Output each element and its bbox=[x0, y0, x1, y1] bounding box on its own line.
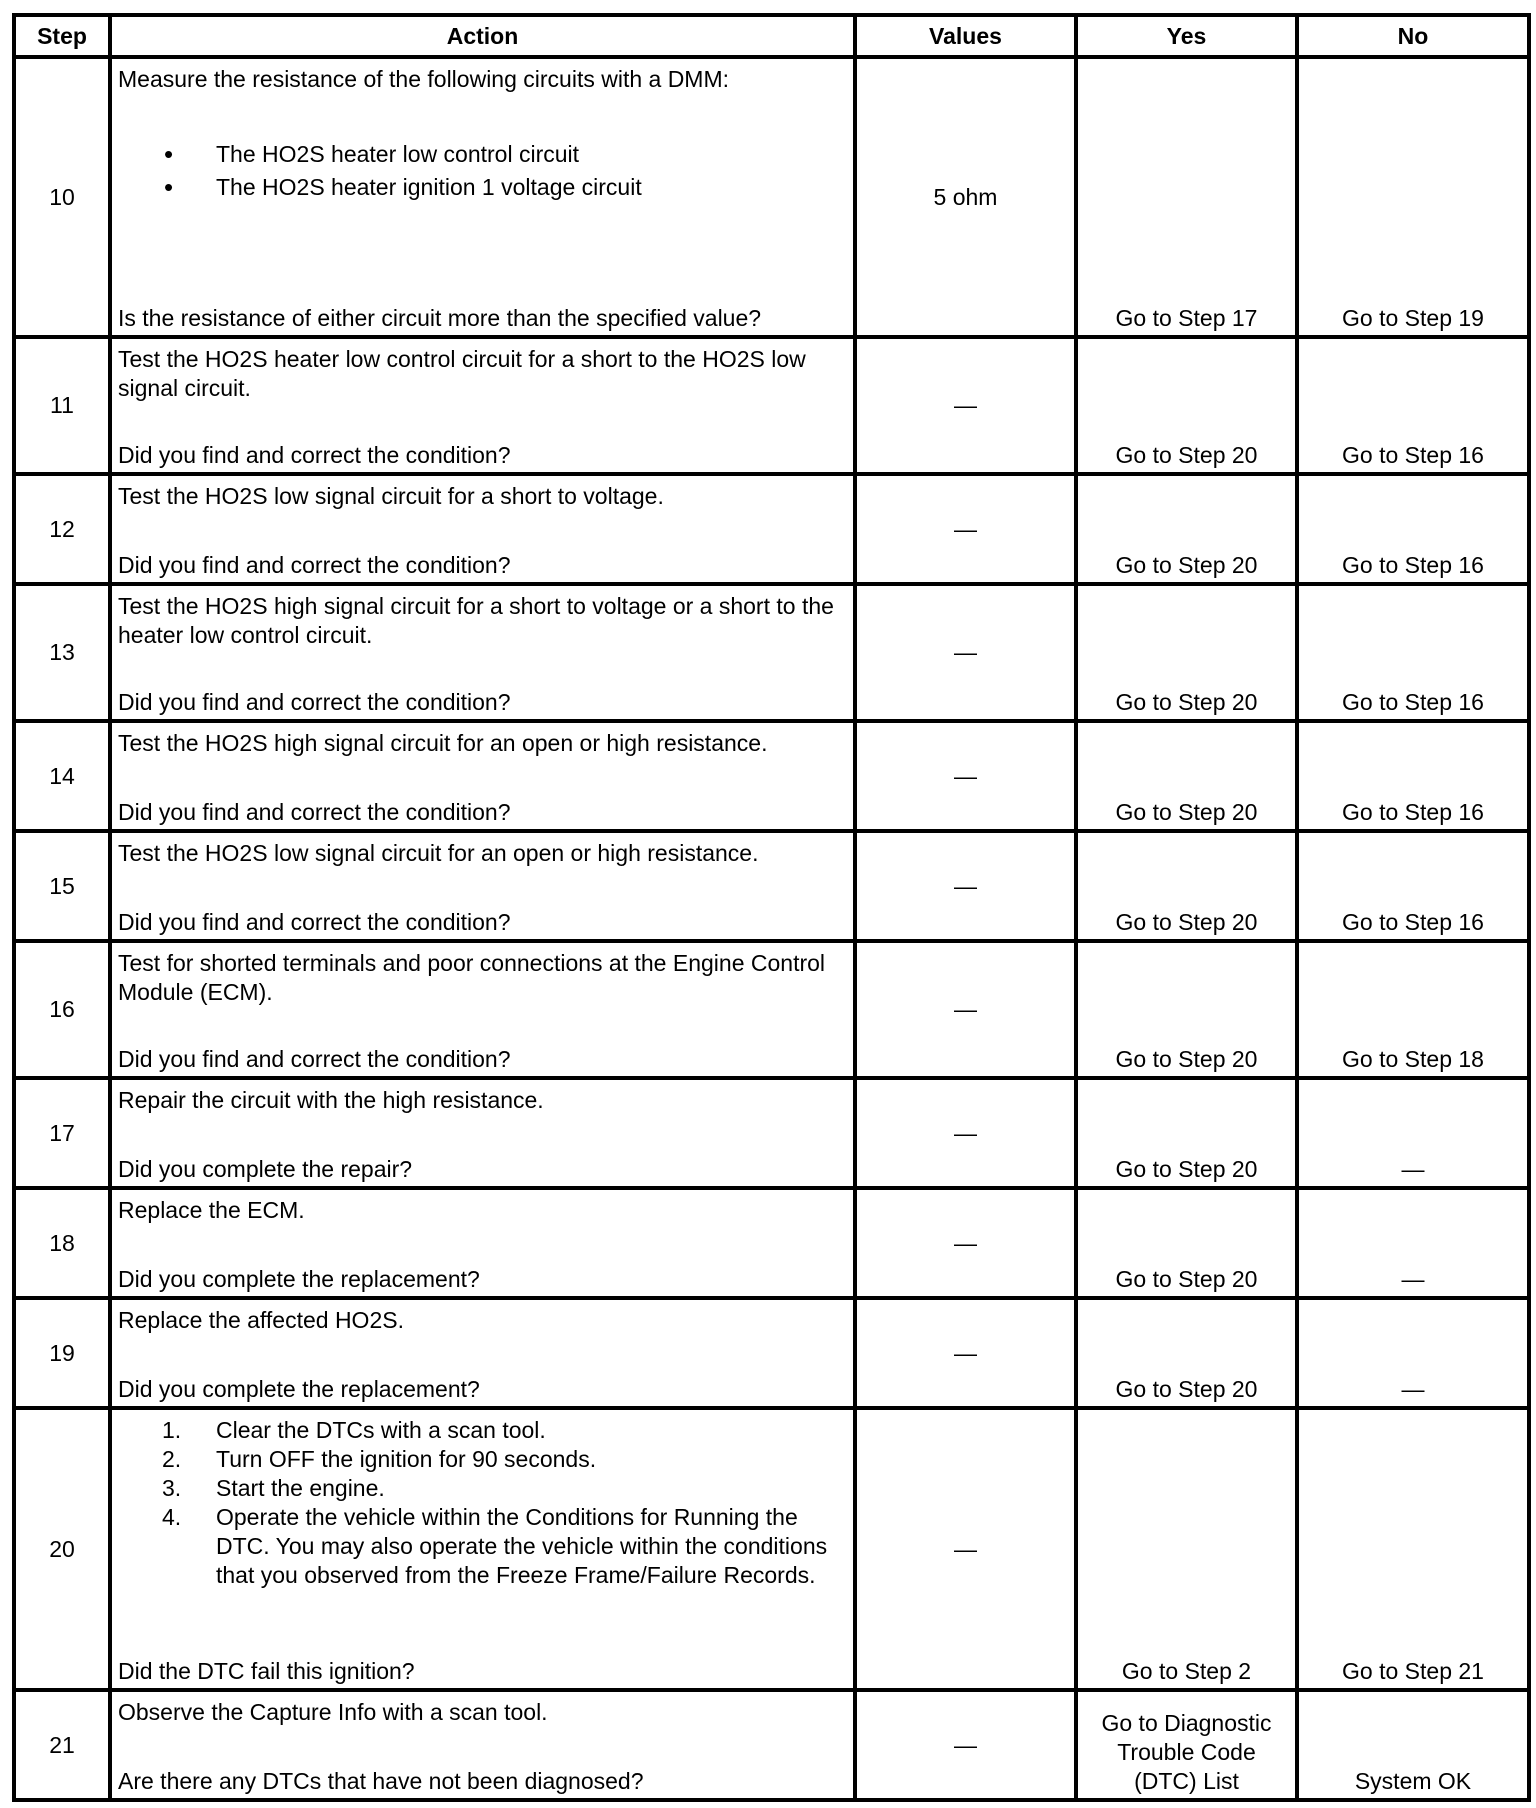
step-number: 14 bbox=[14, 721, 110, 831]
yes-cell bbox=[1076, 1078, 1297, 1188]
value-cell: — bbox=[855, 337, 1076, 474]
action-question: Is the resistance of either circuit more than the specified value? bbox=[118, 305, 762, 331]
action-question: Are there any DTCs that have not been diagnosed? bbox=[118, 1768, 644, 1794]
action-question: Did you complete the repair? bbox=[118, 1156, 413, 1182]
yes-result: Go to Step 20 bbox=[1115, 442, 1258, 468]
action-cell bbox=[110, 1188, 855, 1298]
action-cell bbox=[110, 337, 855, 474]
action-cell bbox=[110, 941, 855, 1078]
value-cell: — bbox=[855, 1298, 1076, 1408]
action-instructions bbox=[118, 949, 847, 1007]
action-question: Did you find and correct the condition? bbox=[118, 1046, 511, 1072]
no-cell bbox=[1297, 941, 1529, 1078]
yes-cell bbox=[1076, 941, 1297, 1078]
list-number: 3. bbox=[162, 1475, 182, 1501]
value-cell: — bbox=[855, 831, 1076, 941]
no-cell bbox=[1297, 1298, 1529, 1408]
no-cell bbox=[1297, 337, 1529, 474]
no-result: — bbox=[1401, 1266, 1425, 1292]
yes-cell bbox=[1076, 337, 1297, 474]
yes-result: Go to Step 17 bbox=[1115, 305, 1258, 331]
yes-result: Go to Step 20 bbox=[1115, 689, 1258, 715]
step-number: 15 bbox=[14, 831, 110, 941]
list-number: 1. bbox=[162, 1417, 182, 1443]
action-text: Replace the affected HO2S. bbox=[118, 1307, 404, 1333]
action-instructions bbox=[118, 65, 847, 204]
step-number: 21 bbox=[14, 1690, 110, 1800]
no-cell bbox=[1297, 584, 1529, 721]
yes-cell bbox=[1076, 1408, 1297, 1690]
no-result: Go to Step 16 bbox=[1342, 909, 1484, 935]
yes-result: Go to Step 20 bbox=[1115, 1046, 1258, 1072]
value-cell: — bbox=[855, 1188, 1076, 1298]
action-text: Test the HO2S high signal circuit for a short to voltage or a short to the heater low control circuit. bbox=[118, 593, 834, 648]
step-number: 18 bbox=[14, 1188, 110, 1298]
action-text: Test the HO2S low signal circuit for a short to voltage. bbox=[118, 483, 664, 509]
table-row bbox=[14, 831, 1529, 941]
action-text: Measure the resistance of the following circuits with a DMM: bbox=[118, 66, 730, 92]
yes-result: Go to Step 2 bbox=[1121, 1658, 1252, 1684]
action-instructions bbox=[118, 1416, 847, 1590]
step-number: 12 bbox=[14, 474, 110, 584]
yes-result: Go to Step 20 bbox=[1115, 909, 1258, 935]
yes-cell bbox=[1076, 1298, 1297, 1408]
action-question: Did you find and correct the condition? bbox=[118, 552, 511, 578]
action-text: Observe the Capture Info with a scan tool. bbox=[118, 1699, 548, 1725]
step-number: 20 bbox=[14, 1408, 110, 1690]
diagnostic-table bbox=[12, 13, 1531, 1802]
table-row bbox=[14, 721, 1529, 831]
step-number: 19 bbox=[14, 1298, 110, 1408]
table-row bbox=[14, 1690, 1529, 1800]
no-result: Go to Step 16 bbox=[1342, 552, 1484, 578]
list-item bbox=[162, 1445, 847, 1474]
no-cell bbox=[1297, 474, 1529, 584]
action-question: Did you find and correct the condition? bbox=[118, 799, 511, 825]
step-number: 16 bbox=[14, 941, 110, 1078]
header-values: Values bbox=[855, 15, 1076, 57]
yes-result: Go to Step 20 bbox=[1115, 1266, 1258, 1292]
list-number: 2. bbox=[162, 1446, 182, 1472]
list-item: • The HO2S heater ignition 1 voltage circuit bbox=[216, 171, 847, 204]
no-result: Go to Step 21 bbox=[1342, 1658, 1484, 1684]
action-instructions bbox=[118, 1698, 847, 1727]
step-number: 13 bbox=[14, 584, 110, 721]
value-cell: — bbox=[855, 1078, 1076, 1188]
action-cell bbox=[110, 57, 855, 337]
procedure-list bbox=[118, 1416, 847, 1590]
action-question: Did the DTC fail this ignition? bbox=[118, 1658, 415, 1684]
value-cell: — bbox=[855, 1408, 1076, 1690]
no-result: Go to Step 16 bbox=[1342, 689, 1484, 715]
action-cell bbox=[110, 1690, 855, 1800]
action-cell bbox=[110, 721, 855, 831]
action-instructions bbox=[118, 1196, 847, 1225]
header-step: Step bbox=[14, 15, 110, 57]
yes-result: Go to Step 20 bbox=[1115, 552, 1258, 578]
action-cell bbox=[110, 831, 855, 941]
action-question: Did you find and correct the condition? bbox=[118, 689, 511, 715]
list-text: Clear the DTCs with a scan tool. bbox=[216, 1417, 546, 1443]
list-item bbox=[162, 1474, 847, 1503]
header-yes: Yes bbox=[1076, 15, 1297, 57]
list-item bbox=[162, 1416, 847, 1445]
header-no: No bbox=[1297, 15, 1529, 57]
table-row bbox=[14, 941, 1529, 1078]
yes-cell bbox=[1076, 831, 1297, 941]
action-instructions bbox=[118, 345, 847, 403]
no-result: Go to Step 18 bbox=[1342, 1046, 1484, 1072]
yes-cell bbox=[1076, 1690, 1297, 1800]
action-text: Test the HO2S high signal circuit for an open or high resistance. bbox=[118, 730, 768, 756]
value-cell: 5 ohm bbox=[855, 57, 1076, 337]
action-question: Did you find and correct the condition? bbox=[118, 909, 511, 935]
table-row bbox=[14, 584, 1529, 721]
circuit-list bbox=[118, 138, 847, 204]
no-cell bbox=[1297, 1690, 1529, 1800]
no-cell bbox=[1297, 1078, 1529, 1188]
yes-result: Go to Diagnostic Trouble Code (DTC) List bbox=[1101, 1710, 1272, 1794]
table-row bbox=[14, 474, 1529, 584]
no-result: Go to Step 16 bbox=[1342, 442, 1484, 468]
action-text: Test for shorted terminals and poor connections at the Engine Control Module (ECM). bbox=[118, 950, 826, 1005]
action-instructions bbox=[118, 839, 847, 868]
value-cell: — bbox=[855, 584, 1076, 721]
no-cell bbox=[1297, 831, 1529, 941]
list-item: • The HO2S heater low control circuit bbox=[216, 138, 847, 171]
no-cell bbox=[1297, 721, 1529, 831]
table-row bbox=[14, 1298, 1529, 1408]
action-cell bbox=[110, 1298, 855, 1408]
action-cell bbox=[110, 584, 855, 721]
value-cell: — bbox=[855, 1690, 1076, 1800]
yes-result: Go to Step 20 bbox=[1115, 1376, 1258, 1402]
no-cell bbox=[1297, 57, 1529, 337]
action-instructions bbox=[118, 482, 847, 511]
value-cell: — bbox=[855, 721, 1076, 831]
step-number: 10 bbox=[14, 57, 110, 337]
action-text: Test the HO2S heater low control circuit for a short to the HO2S low signal circuit. bbox=[118, 346, 806, 401]
table-row bbox=[14, 57, 1529, 337]
list-item bbox=[162, 1503, 847, 1590]
yes-result: Go to Step 20 bbox=[1115, 799, 1258, 825]
yes-result: Go to Step 20 bbox=[1115, 1156, 1258, 1182]
action-instructions bbox=[118, 1306, 847, 1335]
action-text: Test the HO2S low signal circuit for an open or high resistance. bbox=[118, 840, 759, 866]
list-text: Operate the vehicle within the Conditions for Running the DTC. You may also operate the vehicle within the conditions that you observed from the Freeze Frame/Failure Records. bbox=[216, 1504, 828, 1588]
no-result: Go to Step 19 bbox=[1342, 305, 1484, 331]
no-result: System OK bbox=[1354, 1768, 1472, 1794]
yes-cell bbox=[1076, 474, 1297, 584]
table-body bbox=[14, 57, 1529, 1800]
yes-cell bbox=[1076, 57, 1297, 337]
no-result: — bbox=[1401, 1376, 1425, 1402]
yes-cell bbox=[1076, 721, 1297, 831]
yes-cell bbox=[1076, 584, 1297, 721]
step-number: 17 bbox=[14, 1078, 110, 1188]
action-cell bbox=[110, 1078, 855, 1188]
action-instructions bbox=[118, 729, 847, 758]
no-result: Go to Step 16 bbox=[1342, 799, 1484, 825]
action-question: Did you complete the replacement? bbox=[118, 1376, 480, 1402]
value-cell: — bbox=[855, 474, 1076, 584]
table-row bbox=[14, 1188, 1529, 1298]
action-question: Did you complete the replacement? bbox=[118, 1266, 480, 1292]
action-text: Replace the ECM. bbox=[118, 1197, 305, 1223]
list-text: Start the engine. bbox=[216, 1475, 385, 1501]
action-question: Did you find and correct the condition? bbox=[118, 442, 511, 468]
header-row bbox=[14, 15, 1529, 57]
value-cell: — bbox=[855, 941, 1076, 1078]
header-action: Action bbox=[110, 15, 855, 57]
table-row bbox=[14, 1408, 1529, 1690]
table-row bbox=[14, 1078, 1529, 1188]
action-cell bbox=[110, 1408, 855, 1690]
table-row bbox=[14, 337, 1529, 474]
step-number: 11 bbox=[14, 337, 110, 474]
no-cell bbox=[1297, 1188, 1529, 1298]
action-instructions bbox=[118, 592, 847, 650]
action-text: Repair the circuit with the high resistance. bbox=[118, 1087, 544, 1113]
list-text: Turn OFF the ignition for 90 seconds. bbox=[216, 1446, 597, 1472]
yes-cell bbox=[1076, 1188, 1297, 1298]
no-cell bbox=[1297, 1408, 1529, 1690]
no-result: — bbox=[1401, 1156, 1425, 1182]
action-cell bbox=[110, 474, 855, 584]
action-instructions bbox=[118, 1086, 847, 1115]
list-number: 4. bbox=[162, 1504, 182, 1530]
